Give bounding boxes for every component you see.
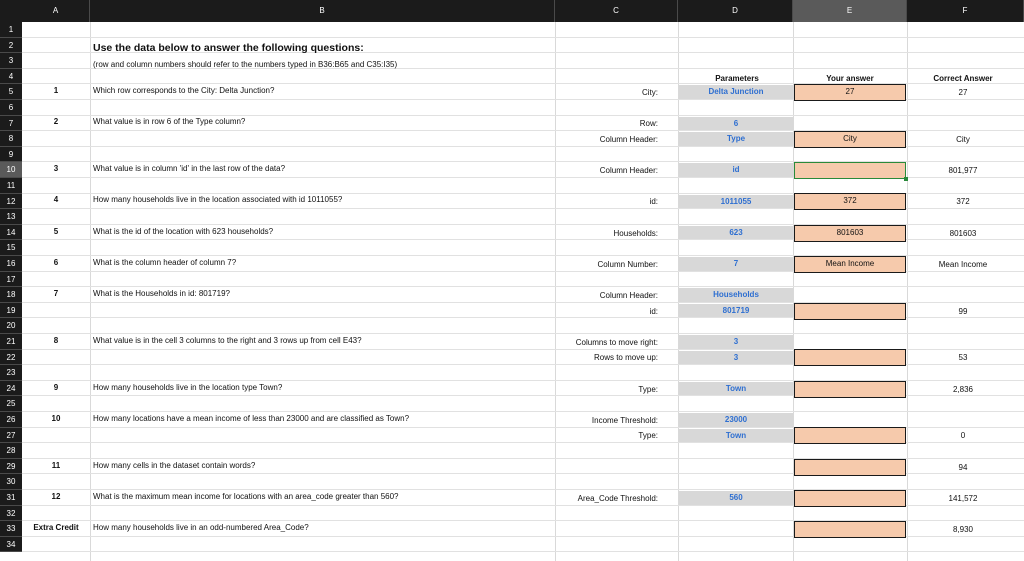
row-header[interactable]: 8	[0, 131, 22, 147]
row-header[interactable]: 12	[0, 194, 22, 210]
question-text: What is the maximum mean income for locations with an area_code greater than 560?	[93, 491, 399, 501]
select-all-corner[interactable]	[0, 0, 22, 22]
row-header[interactable]: 26	[0, 412, 22, 428]
parameter-value[interactable]: Type	[679, 132, 793, 146]
parameter-value[interactable]: 560	[679, 491, 793, 505]
parameter-label: Area_Code Threshold:	[577, 493, 658, 503]
correct-answer: 8,930	[952, 525, 974, 534]
grid-vline	[907, 22, 908, 561]
your-answer-input[interactable]	[794, 521, 906, 538]
parameter-label: Column Header:	[599, 166, 658, 176]
correct-answer-header: Correct Answer	[933, 74, 993, 83]
row-header[interactable]: 5	[0, 84, 22, 100]
row-header[interactable]: 20	[0, 318, 22, 334]
your-answer-input[interactable]	[794, 490, 906, 507]
parameter-value[interactable]: id	[679, 163, 793, 177]
parameter-label: id:	[649, 197, 658, 207]
question-number: 8	[53, 335, 59, 345]
grid-vline	[90, 22, 91, 561]
correct-answer: 372	[956, 197, 970, 207]
row-header[interactable]: 3	[0, 53, 22, 69]
question-number: 10	[51, 413, 61, 423]
correct-answer: 141,572	[948, 493, 978, 503]
row-header[interactable]: 6	[0, 100, 22, 116]
column-header-b[interactable]: B	[90, 0, 555, 22]
row-header[interactable]: 27	[0, 428, 22, 444]
question-text: How many cells in the dataset contain words?	[93, 460, 256, 470]
parameter-value[interactable]: 6	[679, 117, 793, 131]
row-header[interactable]: 11	[0, 178, 22, 194]
question-text: How many households live in the location associated with id 1011055?	[93, 195, 343, 205]
row-header[interactable]: 4	[0, 69, 22, 85]
parameter-label: Type:	[638, 431, 658, 441]
parameter-value[interactable]: Town	[679, 429, 793, 443]
column-header-d[interactable]: D	[678, 0, 793, 22]
question-text: How many locations have a mean income of less than 23000 and are classified as Town?	[93, 413, 410, 423]
question-text: What value is in column 'id' in the last row of the data?	[93, 164, 286, 174]
correct-answer: 94	[958, 462, 968, 472]
row-header[interactable]: 10	[0, 162, 22, 178]
column-header-c[interactable]: C	[555, 0, 678, 22]
question-number: 6	[53, 257, 59, 267]
row-header[interactable]: 7	[0, 116, 22, 132]
parameter-label: Income Threshold:	[591, 415, 658, 425]
row-header[interactable]: 1	[0, 22, 22, 38]
your-answer-input[interactable]	[794, 303, 906, 320]
row-header[interactable]: 19	[0, 303, 22, 319]
parameter-value[interactable]: Households	[679, 288, 793, 302]
fill-handle[interactable]	[904, 177, 908, 181]
row-header[interactable]: 30	[0, 474, 22, 490]
row-header[interactable]: 25	[0, 396, 22, 412]
grid-vline	[555, 22, 556, 561]
column-header-f[interactable]: F	[907, 0, 1024, 22]
row-header[interactable]: 18	[0, 287, 22, 303]
question-text: What value is in the cell 3 columns to the right and 3 rows up from cell E43?	[93, 335, 362, 345]
parameter-label: Type:	[638, 384, 658, 394]
question-text: How many households live in an odd-numbered Area_Code?	[93, 523, 309, 532]
parameter-value[interactable]: 3	[679, 351, 793, 365]
your-answer-input[interactable]	[794, 459, 906, 476]
parameter-label: City:	[642, 88, 658, 98]
sheet-title: Use the data below to answer the following questions:	[93, 42, 364, 54]
correct-answer: City	[956, 135, 970, 144]
question-number: 11	[51, 460, 61, 470]
parameter-value[interactable]: 23000	[679, 413, 793, 427]
correct-answer: 53	[958, 353, 968, 363]
row-header[interactable]: 21	[0, 334, 22, 350]
your-answer-input[interactable]: 372	[794, 193, 906, 210]
parameter-value[interactable]: 801719	[679, 304, 793, 318]
parameter-value[interactable]: 623	[679, 226, 793, 240]
your-answer-input[interactable]: 27	[794, 84, 906, 101]
row-header[interactable]: 28	[0, 443, 22, 459]
parameter-value[interactable]: 7	[679, 257, 793, 271]
parameter-label: Column Number:	[597, 259, 658, 269]
parameter-label: Households:	[613, 228, 658, 238]
parameter-label: id:	[649, 306, 658, 316]
row-header[interactable]: 24	[0, 381, 22, 397]
your-answer-input[interactable]	[794, 381, 906, 398]
row-header[interactable]: 13	[0, 209, 22, 225]
your-answer-header: Your answer	[826, 74, 874, 83]
your-answer-input[interactable]	[794, 162, 906, 179]
question-number: 4	[53, 195, 59, 205]
grid-hline	[22, 37, 1024, 38]
row-header[interactable]: 16	[0, 256, 22, 272]
your-answer-input[interactable]	[794, 427, 906, 444]
row-header[interactable]: 9	[0, 147, 22, 163]
parameter-value[interactable]: Delta Junction	[679, 85, 793, 99]
your-answer-input[interactable]: Mean Income	[794, 256, 906, 273]
row-header[interactable]: 14	[0, 225, 22, 241]
your-answer-input[interactable]: City	[794, 131, 906, 148]
question-number: 2	[53, 117, 59, 127]
parameter-label: Rows to move up:	[593, 353, 658, 363]
parameters-header: Parameters	[715, 74, 759, 83]
grid-vline	[793, 22, 794, 561]
sheet-subtitle: (row and column numbers should refer to the numbers typed in B36:B65 and C35:I35)	[93, 60, 398, 69]
correct-answer: 27	[958, 88, 968, 98]
correct-answer: 801,977	[948, 166, 978, 176]
column-header-e[interactable]: E	[793, 0, 907, 22]
your-answer-input[interactable]: 801603	[794, 225, 906, 242]
question-text: What is the Households in id: 801719?	[93, 289, 230, 298]
row-header[interactable]: 17	[0, 272, 22, 288]
your-answer-input[interactable]	[794, 349, 906, 366]
parameter-label: Column Header:	[599, 291, 658, 300]
parameter-value[interactable]: 1011055	[679, 195, 793, 209]
correct-answer: Mean Income	[938, 259, 988, 269]
parameter-value[interactable]: Town	[679, 382, 793, 396]
row-header[interactable]: 31	[0, 490, 22, 506]
question-number: 12	[51, 491, 61, 501]
parameter-label: Column Header:	[599, 135, 658, 144]
question-text: How many households live in the location type Town?	[93, 382, 283, 392]
row-header[interactable]: 34	[0, 537, 22, 553]
parameter-label: Row:	[639, 119, 658, 129]
row-header[interactable]: 33	[0, 521, 22, 537]
parameter-value[interactable]: 3	[679, 335, 793, 349]
row-header[interactable]: 2	[0, 38, 22, 54]
question-number: 1	[53, 86, 59, 96]
question-number: 3	[53, 164, 59, 174]
parameter-label: Columns to move right:	[575, 337, 658, 347]
row-header[interactable]: 22	[0, 350, 22, 366]
question-number: 9	[53, 382, 59, 392]
question-text: What value is in row 6 of the Type column?	[93, 117, 246, 127]
correct-answer: 2,836	[952, 384, 974, 394]
correct-answer: 99	[958, 306, 968, 316]
row-header[interactable]: 15	[0, 240, 22, 256]
grid-hline	[22, 551, 1024, 552]
question-number: 7	[53, 289, 59, 298]
row-header[interactable]: 23	[0, 365, 22, 381]
correct-answer: 0	[960, 431, 966, 441]
question-number: 5	[53, 226, 59, 236]
question-text: What is the id of the location with 623 households?	[93, 226, 274, 236]
question-text: Which row corresponds to the City: Delta Junction?	[93, 86, 275, 96]
row-header[interactable]: 29	[0, 459, 22, 475]
correct-answer: 801603	[949, 228, 977, 238]
question-number: Extra Credit	[33, 523, 79, 532]
question-text: What is the column header of column 7?	[93, 257, 237, 267]
row-header[interactable]: 32	[0, 506, 22, 522]
column-header-a[interactable]: A	[22, 0, 90, 22]
